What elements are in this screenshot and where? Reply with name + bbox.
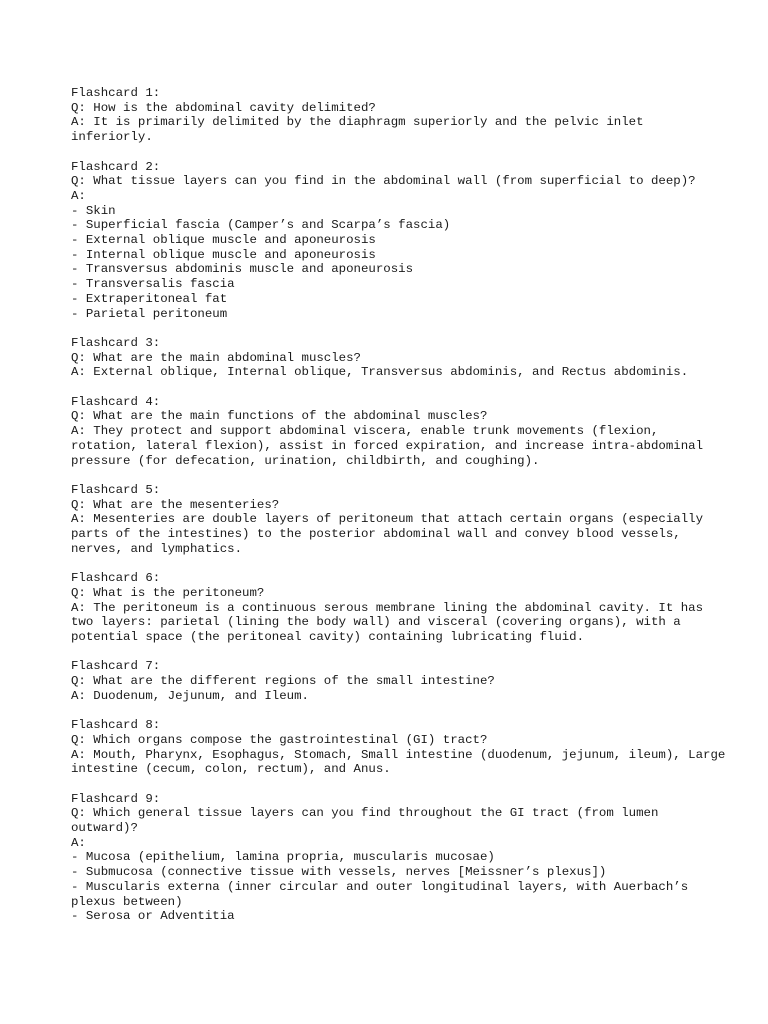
flashcard-question: Q: How is the abdominal cavity delimited?	[71, 100, 376, 115]
flashcard-question: Q: What are the main functions of the abdominal muscles?	[71, 409, 488, 424]
flashcard-4	[71, 395, 731, 469]
flashcard-answer: A: They protect and support abdominal viscera, enable trunk movements (flexion, rotation, lateral flexion), assist in forced expiration, and increase intra-abdominal pressure (for defecation, urination, childbirth, and coughing).	[71, 424, 711, 468]
flashcard-2	[71, 160, 731, 322]
flashcard-heading: Flashcard 5:	[71, 482, 161, 497]
list-item: - Superficial fascia (Camper’s and Scarpa’s fascia)	[71, 218, 451, 233]
flashcard-answer: A:	[71, 835, 86, 850]
flashcard-heading: Flashcard 3:	[71, 335, 161, 350]
flashcard-1	[71, 86, 731, 145]
flashcard-answer: A: Mouth, Pharynx, Esophagus, Stomach, Small intestine (duodenum, jejunum, ileum), Large intestine (cecum, colon, rectum), and Anus.	[71, 747, 733, 777]
flashcard-question: Q: What are the different regions of the small intestine?	[71, 674, 495, 689]
flashcard-answer: A: External oblique, Internal oblique, Transversus abdominis, and Rectus abdominis.	[71, 365, 689, 380]
flashcard-answer: A:	[71, 188, 86, 203]
flashcard-3	[71, 336, 731, 380]
flashcard-5	[71, 483, 731, 557]
list-item: - Transversus abdominis muscle and aponeurosis	[71, 262, 414, 277]
flashcard-heading: Flashcard 8:	[71, 718, 161, 733]
flashcard-7	[71, 659, 731, 703]
list-item: - Transversalis fascia	[71, 277, 235, 292]
flashcard-8	[71, 718, 731, 777]
list-item: - External oblique muscle and aponeurosis	[71, 233, 376, 248]
flashcard-question: Q: What are the mesenteries?	[71, 497, 280, 512]
list-item: - Muscularis externa (inner circular and outer longitudinal layers, with Auerbach’s plexus between)	[71, 879, 696, 909]
flashcard-document	[71, 86, 731, 924]
flashcard-question: Q: What tissue layers can you find in the abdominal wall (from superficial to deep)?	[71, 174, 696, 189]
list-item: - Parietal peritoneum	[71, 306, 228, 321]
list-item: - Skin	[71, 203, 116, 218]
flashcard-heading: Flashcard 2:	[71, 159, 161, 174]
flashcard-6	[71, 571, 731, 645]
list-item: - Serosa or Adventitia	[71, 909, 235, 924]
list-item: - Mucosa (epithelium, lamina propria, muscularis mucosae)	[71, 850, 495, 865]
flashcard-9	[71, 792, 731, 924]
flashcard-heading: Flashcard 9:	[71, 791, 161, 806]
flashcard-heading: Flashcard 4:	[71, 394, 161, 409]
flashcard-answer: A: Duodenum, Jejunum, and Ileum.	[71, 688, 309, 703]
list-item: - Submucosa (connective tissue with vessels, nerves [Meissner’s plexus])	[71, 865, 607, 880]
answer-list	[71, 850, 731, 924]
list-item: - Internal oblique muscle and aponeurosis	[71, 247, 376, 262]
flashcard-answer: A: Mesenteries are double layers of peritoneum that attach certain organs (especially parts of the intestines) to the posterior abdominal wall and convey blood vessels, nerves, and lymphatics.	[71, 512, 711, 556]
answer-list	[71, 204, 731, 322]
flashcard-question: Q: What are the main abdominal muscles?	[71, 350, 361, 365]
flashcard-heading: Flashcard 7:	[71, 659, 161, 674]
list-item: - Extraperitoneal fat	[71, 291, 228, 306]
flashcard-question: Q: What is the peritoneum?	[71, 585, 265, 600]
flashcard-heading: Flashcard 6:	[71, 571, 161, 586]
flashcard-heading: Flashcard 1:	[71, 86, 161, 100]
flashcard-question: Q: Which organs compose the gastrointestinal (GI) tract?	[71, 732, 488, 747]
flashcard-answer: A: The peritoneum is a continuous serous membrane lining the abdominal cavity. It has two layers: parietal (lining the body wall) and visceral (covering organs), with a potential space (the peritoneal cavity) containing lubricating fluid.	[71, 600, 711, 644]
flashcard-question: Q: Which general tissue layers can you find throughout the GI tract (from lumen outward)?	[71, 806, 666, 836]
flashcard-answer: A: It is primarily delimited by the diaphragm superiorly and the pelvic inlet inferiorly.	[71, 115, 651, 145]
